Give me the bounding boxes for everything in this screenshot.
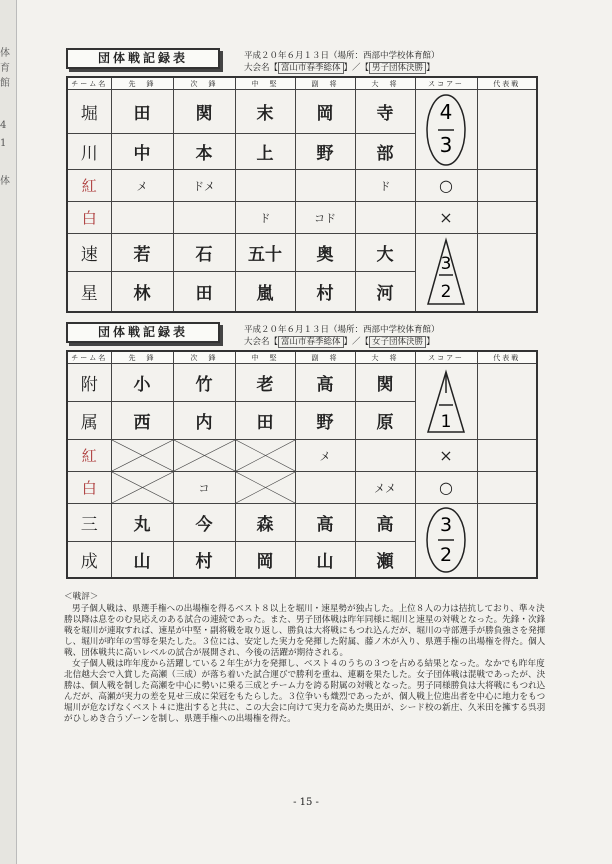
score-cell (415, 504, 477, 578)
score-triangle (424, 369, 468, 435)
sheet2-date: 平成２０年６月１３日（場所：西部中学校体育館） (244, 325, 440, 335)
score-oval (424, 92, 468, 168)
team-row: 星 林 田 嵐 村 河 (67, 272, 537, 312)
team-row: 堀 田 関 末 岡 寺 4 3 (67, 90, 537, 134)
team-row: 速 若 石 五十 奥 大 3 2 (67, 234, 537, 272)
review-paragraph: 男子個人戦は、県選手権への出場権を得るベスト８以上を堀川・速星勢が独占した。上位８人の力は拮抗しており、準々決勝以降は息をのむ見応えのある試合の連続であった。また、男子団体戦は昨年同様に堀川と速星の対戦となった。先鋒・次鋒戦を堀川が連取すれば、速星が中堅・副将戦を取り返し、勝負は大将戦にもつれ込んだが、堀川の寺部選手が勝負強さを発揮し、堀川が昨年の雪辱を果たした。３位には、安定した実力を発揮した附属、藤ノ木が入り、県選手権の出場権を得た。個人戦、団体戦共に高いレベルの試合が展開され、今後の活躍が期待される。 (64, 604, 546, 658)
score-bottom: 2 (439, 544, 453, 567)
score-triangle (424, 237, 468, 307)
cross-mark (112, 472, 173, 503)
col-header: 代表戦 (477, 77, 537, 90)
sheet2-header (66, 322, 536, 352)
score-top: 3 (439, 514, 453, 537)
team-row: 川 中 本 上 野 部 (67, 134, 537, 170)
score-top: 3 (440, 254, 452, 275)
col-header: 副 将 (295, 351, 355, 364)
cross-mark (112, 440, 173, 471)
col-header: 中 堅 (235, 351, 295, 364)
adjacent-page-edge (0, 0, 17, 864)
team-row: 附 小 竹 老 高 関 1 (67, 364, 537, 402)
edge-text: 体育館 (0, 48, 10, 89)
col-header: 先 鋒 (111, 351, 173, 364)
edge-text: 1 (0, 138, 7, 149)
sheet1-meet: 大会名【 富山市春季総体 】／【 男子団体決勝 】 (244, 63, 435, 73)
score-oval (424, 505, 468, 575)
sheet1-title: 団体戦記録表 (66, 48, 220, 69)
meet-name: 富山市春季総体 (278, 62, 344, 74)
cross-mark (236, 472, 295, 503)
col-header: 大 将 (355, 351, 415, 364)
cross-mark (236, 440, 295, 471)
edge-text: 体 (0, 176, 10, 187)
score-bottom: 1 (440, 411, 452, 432)
cross-mark (174, 440, 235, 471)
edge-text: 4 (0, 120, 7, 131)
sheet2-title: 団体戦記録表 (66, 322, 220, 343)
col-header: 大 将 (355, 77, 415, 90)
col-header: チーム名 (67, 351, 111, 364)
score-cell (415, 90, 477, 170)
col-header: 次 鋒 (173, 351, 235, 364)
record-table-boys (66, 76, 538, 313)
white-result-row: 白 ド コド × (67, 202, 537, 234)
red-result-row: 紅 メ × (67, 440, 537, 472)
team-row: 属 西 内 田 野 原 (67, 402, 537, 440)
col-header: 中 堅 (235, 77, 295, 90)
white-result-row: 白 コ メメ ○ (67, 472, 537, 504)
score-cell (415, 364, 477, 440)
col-header: 先 鋒 (111, 77, 173, 90)
team-row: 成 山 村 岡 山 瀬 (67, 542, 537, 578)
score-bottom: 3 (439, 132, 453, 157)
score-bottom: 2 (440, 282, 452, 303)
division-name: 男子団体決勝 (369, 62, 426, 74)
score-cell (415, 234, 477, 312)
match-review (64, 592, 548, 725)
red-result-row: 紅 メ ドメ ド ○ (67, 170, 537, 202)
col-header: 副 将 (295, 77, 355, 90)
sheet1-date: 平成２０年６月１３日（場所：西部中学校体育館） (244, 51, 440, 61)
score-top: 4 (439, 99, 453, 124)
header-row (67, 77, 537, 90)
page-number: - 15 - (293, 797, 319, 808)
col-header: スコアー (415, 77, 477, 90)
col-header: 代表戦 (477, 351, 537, 364)
sheet1-header (66, 48, 536, 78)
col-header: スコアー (415, 351, 477, 364)
review-paragraph: 女子個人戦は昨年度から活躍している２年生が力を発揮し、ベスト４のうちの３つを占める結果となった。なかでも昨年度北信越大会で入賞した高瀬（三成）が落ち着いた試合運びで勝利を重ね、連覇を果たした。女子団体戦は混戦であったが、決勝は、個人戦を制した高瀬を中心に勢いに乗る三成とチーム力を誇る附属の対戦となった。男子同様勝負は大将戦にもつれ込んだが、高瀬が実力の差を見せ三成に栄冠をもたらした。３位争いも熾烈であったが、個人戦上位進出者を中心に地力をもつ堀川が危なげなくベスト４に進出すると共に、この大会に向けて実力を高めた奥田が、シード校の新庄、久米田を擁する呉羽がひしめき合うゾーンを制し、県選手権への出場権を得た。 (64, 659, 546, 724)
meet-name: 富山市春季総体 (278, 336, 344, 348)
header-row (67, 351, 537, 364)
review-heading: ＜戦評＞ (64, 592, 99, 602)
sheet2-meet: 大会名【 富山市春季総体 】／【 女子団体決勝 】 (244, 337, 435, 347)
division-name: 女子団体決勝 (369, 336, 426, 348)
col-header: 次 鋒 (173, 77, 235, 90)
col-header: チーム名 (67, 77, 111, 90)
record-table-girls (66, 350, 538, 579)
playoff-cell (477, 90, 537, 170)
team-row: 三 丸 今 森 高 高 3 2 (67, 504, 537, 542)
